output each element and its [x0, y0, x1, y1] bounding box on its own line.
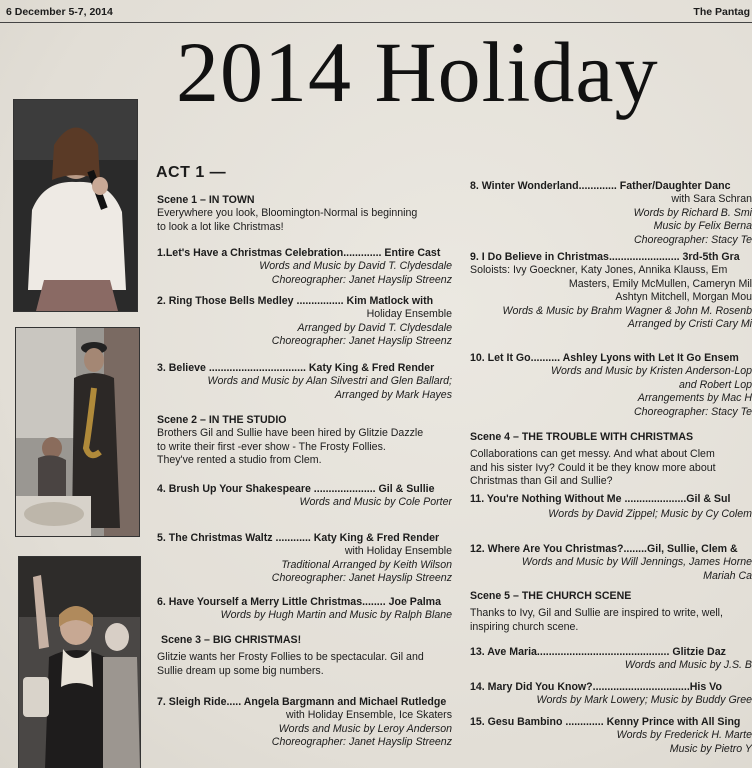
scene-text-line: Brothers Gil and Sullie have been hired by Glitzie Dazzle — [157, 427, 424, 440]
soloists-line: Masters, Emily McMullen, Cameryn Mil — [568, 277, 752, 290]
song-9-block — [470, 251, 752, 331]
song-title-line: 1.Let's Have a Christmas Celebration............. Entire Cast — [157, 247, 441, 259]
song-title-line: 12. Where Are You Christmas?........Gil, Sullie, Clem & — [470, 543, 738, 555]
song-credit: Music by Felix Berna — [653, 220, 752, 233]
song-5-block — [157, 532, 452, 586]
song-8-block — [470, 180, 752, 247]
headline: 2014 Holiday — [176, 24, 659, 120]
scene-heading: Scene 3 – BIG CHRISTMAS! — [161, 634, 302, 646]
song-title-line: 14. Mary Did You Know?.................................His Vo — [470, 681, 722, 693]
song-4-block — [157, 483, 452, 510]
song-credit: Arranged by Cristi Cary Mi — [627, 318, 752, 331]
song-credit: Words by David Zippel; Music by Cy Colem — [548, 508, 752, 521]
soloists-line: Ashtyn Mitchell, Morgan Mou — [615, 291, 752, 304]
song-credit: Words and Music by David T. Clydesdale — [259, 260, 452, 273]
scene-text-line: Collaborations can get messy. And what about Clem — [470, 448, 715, 461]
song-credit: Traditional Arranged by Keith Wilson — [281, 558, 452, 571]
song-credit: Arrangements by Mac H — [637, 392, 752, 405]
scene-text-line: to write their first -ever show - The Frosty Follies. — [157, 440, 386, 453]
song-title-line: 4. Brush Up Your Shakespeare ..................... Gil & Sullie — [157, 483, 435, 495]
right-program-column — [470, 0, 752, 768]
girl-singing-image — [14, 100, 137, 311]
song-credit: Words by Hugh Martin and Music by Ralph Blane — [220, 609, 452, 622]
song-title-line: 3. Believe ................................. Katy King & Fred Render — [157, 362, 435, 374]
scene-2-block — [157, 414, 452, 468]
song-credit: Words and Music by Alan Silvestri and Glen Ballard; — [207, 375, 452, 388]
song-credit: Mariah Ca — [703, 569, 752, 582]
song-credit: Arranged by Mark Hayes — [334, 388, 452, 401]
song-credit: Words and Music by J.S. B — [624, 659, 752, 672]
song-title-line: 15. Gesu Bambino ............. Kenny Prince with All Sing — [470, 716, 741, 728]
song-credit: Words and Music by Cole Porter — [299, 496, 452, 509]
scene-text-line: Sullie dream up some big numbers. — [157, 664, 324, 677]
song-credit: and Robert Lop — [678, 378, 752, 391]
song-credit: Words & Music by Brahm Wagner & John M. Rosenb — [502, 304, 752, 317]
soloists-line: Soloists: Ivy Goeckner, Katy Jones, Annika Klauss, Em — [470, 264, 728, 277]
song-credit: Choreographer: Janet Hayslip Streenz — [271, 273, 452, 286]
scene-text-line: Christmas than Gil and Sullie? — [470, 475, 613, 488]
scene-text-line: Thanks to Ivy, Gil and Sullie are inspired to write, well, — [470, 607, 723, 620]
song-credit: Words by Richard B. Smi — [633, 206, 752, 219]
page-header-date: 6 December 5-7, 2014 — [6, 6, 113, 18]
song-performer-cont: with Sara Schran — [671, 193, 752, 206]
page-header-paper: The Pantag — [693, 6, 750, 18]
song-3-block — [157, 362, 452, 402]
song-15-block — [470, 716, 752, 756]
song-14-block — [470, 681, 752, 708]
song-title-line: 7. Sleigh Ride..... Angela Bargmann and Michael Rutledge — [157, 696, 447, 708]
photo-women-cheering — [18, 556, 141, 768]
song-credit: Choreographer: Janet Hayslip Streenz — [271, 335, 452, 348]
song-title-line: 13. Ave Maria............................................. Glitzie Daz — [470, 646, 726, 658]
women-cheering-image — [19, 557, 140, 768]
song-credit: Words and Music by Kristen Anderson-Lop — [551, 365, 752, 378]
scene-text-line: Everywhere you look, Bloomington-Normal is beginning — [157, 207, 418, 220]
song-2-block — [157, 295, 452, 349]
song-credit: Words by Frederick H. Marte — [616, 729, 752, 742]
scene-text-line: and his sister Ivy? Could it be they know more about — [470, 461, 716, 474]
song-title-line: 8. Winter Wonderland............. Father/Daughter Danc — [470, 180, 731, 192]
photo-saxophone-player — [15, 327, 140, 537]
song-13-block — [470, 646, 752, 673]
photo-girl-singing — [13, 99, 138, 312]
song-title-line: 6. Have Yourself a Merry Little Christmas........ Joe Palma — [157, 596, 441, 608]
song-credit: Choreographer: Stacy Te — [634, 233, 752, 246]
song-1-block — [157, 247, 452, 287]
song-11-block — [470, 493, 752, 522]
song-performer-cont: with Holiday Ensemble, Ice Skaters — [285, 709, 452, 722]
scene-heading: Scene 1 – IN TOWN — [157, 194, 255, 206]
song-title-line: 11. You're Nothing Without Me .....................Gil & Sul — [470, 493, 731, 505]
scene-5-block — [470, 590, 752, 634]
song-credit: Arranged by David T. Clydesdale — [297, 321, 452, 334]
song-credit: Words and Music by Will Jennings, James Horne — [521, 556, 752, 569]
song-title-line: 5. The Christmas Waltz ............ Katy King & Fred Render — [157, 532, 440, 544]
scene-text-line: to look a lot like Christmas! — [157, 220, 284, 233]
song-credit: Choreographer: Janet Hayslip Streenz — [271, 572, 452, 585]
song-credit: Words by Mark Lowery; Music by Buddy Gree — [536, 694, 752, 707]
scene-heading: Scene 5 – THE CHURCH SCENE — [470, 590, 632, 602]
scene-heading: Scene 2 – IN THE STUDIO — [157, 414, 287, 426]
song-title-line: 2. Ring Those Bells Medley ................ Kim Matlock with — [157, 295, 434, 307]
saxophone-player-image — [16, 328, 139, 536]
song-credit: Words and Music by Leroy Anderson — [278, 722, 452, 735]
song-performer-cont: Holiday Ensemble — [366, 308, 452, 321]
song-performer-cont: with Holiday Ensemble — [344, 545, 452, 558]
song-credit: Choreographer: Stacy Te — [634, 405, 752, 418]
song-6-block — [157, 596, 452, 623]
scene-heading: Scene 4 – THE TROUBLE WITH CHRISTMAS — [470, 431, 694, 443]
scene-3-block — [157, 634, 452, 678]
song-credit: Choreographer: Janet Hayslip Streenz — [271, 736, 452, 749]
scene-1-block — [157, 194, 452, 234]
song-title-line: 10. Let It Go.......... Ashley Lyons with Let It Go Ensem — [470, 352, 739, 364]
song-12-block — [470, 543, 752, 583]
song-title-line: 9. I Do Believe in Christmas........................ 3rd-5th Gra — [470, 251, 740, 263]
song-credit: Music by Pietro Y — [669, 742, 752, 755]
scene-text-line: Glitzie wants her Frosty Follies to be spectacular. Gil and — [157, 651, 424, 664]
scene-text-line: inspiring church scene. — [470, 620, 579, 633]
scene-4-block — [470, 431, 752, 489]
song-7-block — [157, 696, 452, 750]
song-10-block — [470, 352, 752, 419]
act-heading: ACT 1 — — [156, 164, 227, 181]
scene-text-line: They've rented a studio from Clem. — [157, 454, 322, 467]
